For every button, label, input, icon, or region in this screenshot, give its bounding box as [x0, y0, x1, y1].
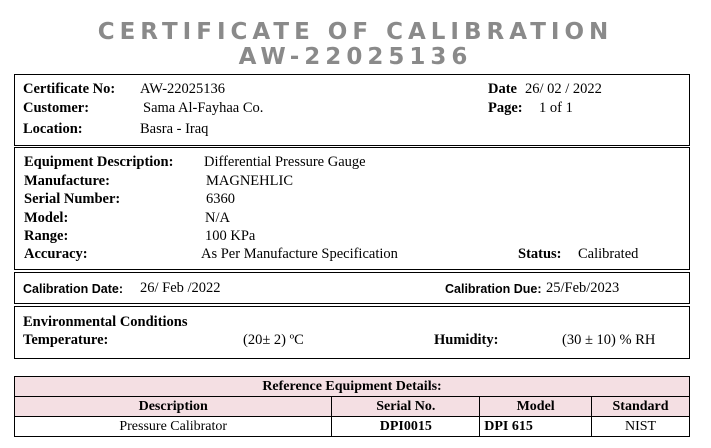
page-label: Page: [488, 100, 523, 116]
accuracy-label: Accuracy: [24, 246, 88, 262]
certificate-no-value: AW-22025136 [140, 81, 226, 97]
row-description: Pressure Calibrator [15, 417, 332, 437]
table-row [15, 417, 690, 437]
manufacture-label: Manufacture: [24, 173, 110, 189]
range-value: 100 KPa [205, 228, 256, 244]
column-header-description: Description [15, 397, 332, 417]
serial-number-label: Serial Number: [24, 191, 121, 207]
humidity-label: Humidity: [434, 332, 499, 348]
column-header-model: Model [480, 397, 592, 417]
reference-equipment-table [14, 376, 690, 437]
serial-number-value: 6360 [206, 191, 235, 207]
equipment-description-label: Equipment Description: [24, 154, 174, 170]
customer-value: Sama Al-Fayhaa Co. [143, 100, 264, 116]
location-label: Location: [23, 121, 83, 137]
status-label: Status: [518, 246, 562, 262]
row-standard: NIST [592, 417, 690, 437]
accuracy-value: As Per Manufacture Specification [201, 246, 398, 262]
row-model: DPI 615 [480, 417, 592, 437]
certificate-number-title: AW-22025136 [238, 44, 473, 70]
calibration-date-label: Calibration Date: [23, 282, 124, 296]
date-value: 26/ 02 / 2022 [525, 81, 602, 97]
certificate-title: CERTIFICATE OF CALIBRATION [97, 19, 614, 45]
calibration-due-label: Calibration Due: [445, 282, 542, 296]
customer-label: Customer: [23, 100, 90, 116]
humidity-value: (30 ± 10) % RH [562, 332, 656, 348]
calibration-due-value: 25/Feb/2023 [546, 280, 620, 296]
location-value: Basra - Iraq [140, 121, 209, 137]
certificate-no-label: Certificate No: [23, 81, 116, 97]
calibration-date-value: 26/ Feb /2022 [140, 280, 221, 296]
date-label: Date [488, 81, 517, 97]
table-header-row [15, 397, 690, 417]
reference-table-caption: Reference Equipment Details: [15, 377, 690, 397]
equipment-description-value: Differential Pressure Gauge [204, 154, 366, 170]
temperature-value: (20± 2) ºC [243, 332, 304, 348]
row-serial: DPI0015 [332, 417, 480, 437]
column-header-serial: Serial No. [332, 397, 480, 417]
model-label: Model: [24, 210, 69, 226]
manufacture-value: MAGNEHLIC [206, 173, 293, 189]
model-value: N/A [205, 210, 230, 226]
status-value: Calibrated [578, 246, 639, 262]
environment-heading: Environmental Conditions [23, 314, 188, 330]
column-header-standard: Standard [592, 397, 690, 417]
range-label: Range: [24, 228, 69, 244]
page-value: 1 of 1 [539, 100, 573, 116]
temperature-label: Temperature: [23, 332, 109, 348]
